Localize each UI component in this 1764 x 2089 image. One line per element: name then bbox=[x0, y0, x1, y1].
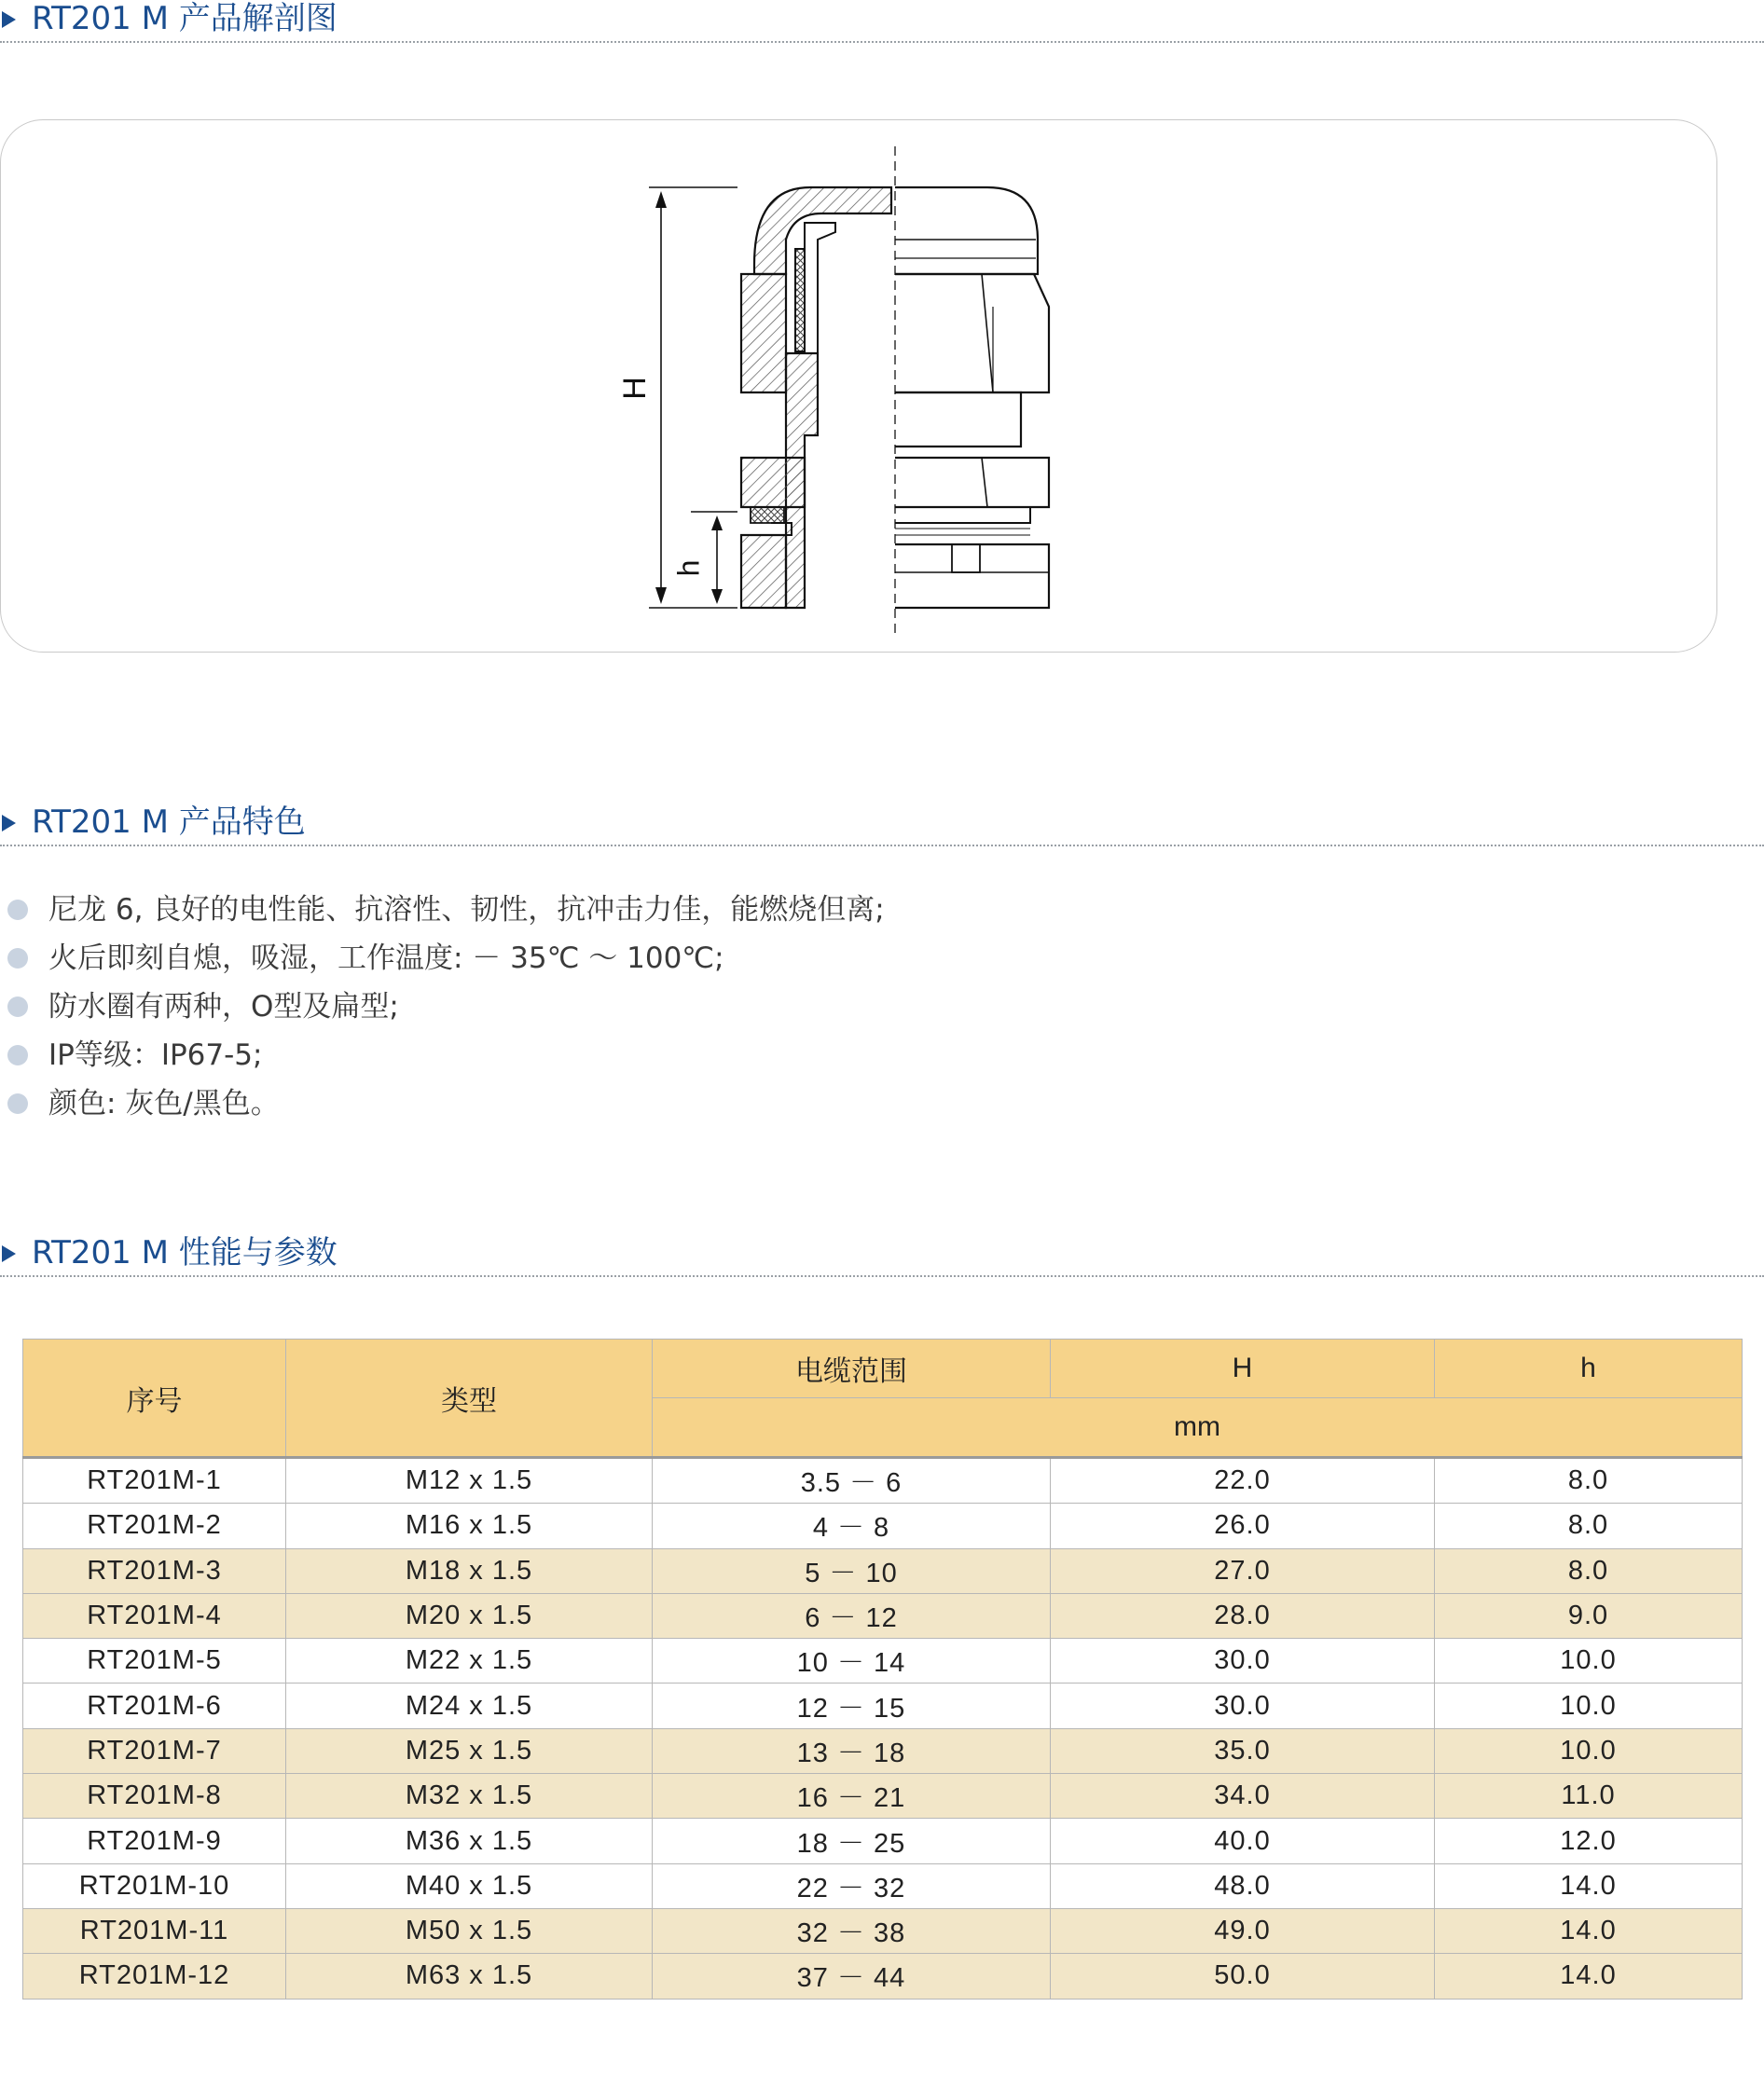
cell-H: 26.0 bbox=[1051, 1504, 1435, 1548]
header-h: h bbox=[1435, 1340, 1743, 1398]
cell-id: RT201M-5 bbox=[23, 1639, 286, 1684]
cell-h: 10.0 bbox=[1435, 1728, 1743, 1773]
cell-h: 11.0 bbox=[1435, 1774, 1743, 1819]
cell-id: RT201M-7 bbox=[23, 1728, 286, 1773]
cell-h: 10.0 bbox=[1435, 1639, 1743, 1684]
section-title-text: RT201 M 性能与参数 bbox=[32, 1234, 338, 1271]
cell-range: 22 － 32 bbox=[653, 1863, 1051, 1908]
table-row bbox=[23, 1774, 1743, 1819]
cell-H: 27.0 bbox=[1051, 1548, 1435, 1593]
cell-H: 22.0 bbox=[1051, 1458, 1435, 1504]
cell-h: 14.0 bbox=[1435, 1954, 1743, 1999]
table-row bbox=[23, 1684, 1743, 1728]
cell-type: M32 x 1.5 bbox=[286, 1774, 653, 1819]
bullet-icon bbox=[7, 900, 28, 920]
cell-H: 35.0 bbox=[1051, 1728, 1435, 1773]
bullet-icon bbox=[7, 1045, 28, 1065]
triangle-bullet-icon bbox=[2, 815, 16, 831]
triangle-bullet-icon bbox=[2, 1245, 16, 1262]
cell-H: 30.0 bbox=[1051, 1684, 1435, 1728]
cell-range: 18 － 25 bbox=[653, 1819, 1051, 1863]
list-item: 火后即刻自熄，吸湿，工作温度: － 35℃ ～ 100℃; bbox=[0, 934, 1212, 983]
cell-h: 8.0 bbox=[1435, 1504, 1743, 1548]
section-title-features bbox=[0, 804, 1764, 848]
cell-type: M18 x 1.5 bbox=[286, 1548, 653, 1593]
cell-range: 4 － 8 bbox=[653, 1504, 1051, 1548]
header-H: H bbox=[1051, 1340, 1435, 1398]
cell-range: 37 － 44 bbox=[653, 1954, 1051, 1999]
cell-H: 34.0 bbox=[1051, 1774, 1435, 1819]
cell-type: M40 x 1.5 bbox=[286, 1863, 653, 1908]
bullet-icon bbox=[7, 1093, 28, 1114]
cell-id: RT201M-6 bbox=[23, 1684, 286, 1728]
table-row bbox=[23, 1548, 1743, 1593]
cell-type: M25 x 1.5 bbox=[286, 1728, 653, 1773]
cell-id: RT201M-8 bbox=[23, 1774, 286, 1819]
cell-type: M50 x 1.5 bbox=[286, 1908, 653, 1953]
cell-H: 48.0 bbox=[1051, 1863, 1435, 1908]
cell-type: M12 x 1.5 bbox=[286, 1458, 653, 1504]
cell-id: RT201M-2 bbox=[23, 1504, 286, 1548]
cell-id: RT201M-11 bbox=[23, 1908, 286, 1953]
cell-range: 12 － 15 bbox=[653, 1684, 1051, 1728]
cell-h: 9.0 bbox=[1435, 1593, 1743, 1638]
table-row bbox=[23, 1593, 1743, 1638]
triangle-bullet-icon bbox=[2, 11, 16, 28]
table-row bbox=[23, 1458, 1743, 1504]
dotted-divider bbox=[0, 1275, 1764, 1277]
header-cable-range: 电缆范围 bbox=[653, 1340, 1051, 1398]
section-title-diagram bbox=[0, 0, 1764, 45]
cell-type: M22 x 1.5 bbox=[286, 1639, 653, 1684]
cell-id: RT201M-9 bbox=[23, 1819, 286, 1863]
diagram-panel bbox=[0, 119, 1717, 653]
dimension-label-H: H bbox=[616, 377, 653, 400]
cable-gland-cross-section bbox=[1, 120, 1718, 653]
cell-range: 6 － 12 bbox=[653, 1593, 1051, 1638]
cell-H: 30.0 bbox=[1051, 1639, 1435, 1684]
cell-id: RT201M-3 bbox=[23, 1548, 286, 1593]
section-title-params bbox=[0, 1234, 1764, 1279]
table-row bbox=[23, 1728, 1743, 1773]
cell-H: 28.0 bbox=[1051, 1593, 1435, 1638]
cell-H: 40.0 bbox=[1051, 1819, 1435, 1863]
cell-id: RT201M-1 bbox=[23, 1458, 286, 1504]
header-type: 类型 bbox=[286, 1340, 653, 1458]
table-row bbox=[23, 1863, 1743, 1908]
bullet-icon bbox=[7, 996, 28, 1017]
section-title-text: RT201 M 产品解剖图 bbox=[32, 0, 338, 37]
cell-h: 14.0 bbox=[1435, 1863, 1743, 1908]
cell-h: 8.0 bbox=[1435, 1548, 1743, 1593]
cell-range: 32 － 38 bbox=[653, 1908, 1051, 1953]
list-item: IP等级：IP67-5; bbox=[0, 1031, 1212, 1079]
feature-list bbox=[0, 886, 1212, 1128]
cell-type: M36 x 1.5 bbox=[286, 1819, 653, 1863]
cell-range: 3.5 － 6 bbox=[653, 1458, 1051, 1504]
cell-type: M63 x 1.5 bbox=[286, 1954, 653, 1999]
cell-type: M16 x 1.5 bbox=[286, 1504, 653, 1548]
cell-id: RT201M-12 bbox=[23, 1954, 286, 1999]
cell-H: 50.0 bbox=[1051, 1954, 1435, 1999]
cell-h: 10.0 bbox=[1435, 1684, 1743, 1728]
cell-range: 13 － 18 bbox=[653, 1728, 1051, 1773]
cell-h: 14.0 bbox=[1435, 1908, 1743, 1953]
cell-range: 5 － 10 bbox=[653, 1548, 1051, 1593]
cell-range: 10 － 14 bbox=[653, 1639, 1051, 1684]
dotted-divider bbox=[0, 845, 1764, 846]
list-item: 防水圈有两种，O型及扁型; bbox=[0, 983, 1212, 1031]
cell-type: M24 x 1.5 bbox=[286, 1684, 653, 1728]
table-row bbox=[23, 1504, 1743, 1548]
cell-id: RT201M-10 bbox=[23, 1863, 286, 1908]
cell-type: M20 x 1.5 bbox=[286, 1593, 653, 1638]
table-row bbox=[23, 1819, 1743, 1863]
table-row bbox=[23, 1908, 1743, 1953]
dotted-divider bbox=[0, 41, 1764, 43]
table-row bbox=[23, 1954, 1743, 1999]
bullet-icon bbox=[7, 948, 28, 969]
cell-h: 8.0 bbox=[1435, 1458, 1743, 1504]
dimension-label-h: h bbox=[671, 559, 706, 577]
list-item: 尼龙 6, 良好的电性能、抗溶性、韧性，抗冲击力佳，能燃烧但离; bbox=[0, 886, 1212, 934]
header-index: 序号 bbox=[23, 1340, 286, 1458]
table-row bbox=[23, 1639, 1743, 1684]
section-title-text: RT201 M 产品特色 bbox=[32, 804, 306, 841]
cell-H: 49.0 bbox=[1051, 1908, 1435, 1953]
list-item: 颜色: 灰色/黑色。 bbox=[0, 1079, 1212, 1128]
cell-h: 12.0 bbox=[1435, 1819, 1743, 1863]
cell-range: 16 － 21 bbox=[653, 1774, 1051, 1819]
spec-table bbox=[22, 1339, 1743, 2000]
header-unit: mm bbox=[653, 1398, 1743, 1458]
cell-id: RT201M-4 bbox=[23, 1593, 286, 1638]
